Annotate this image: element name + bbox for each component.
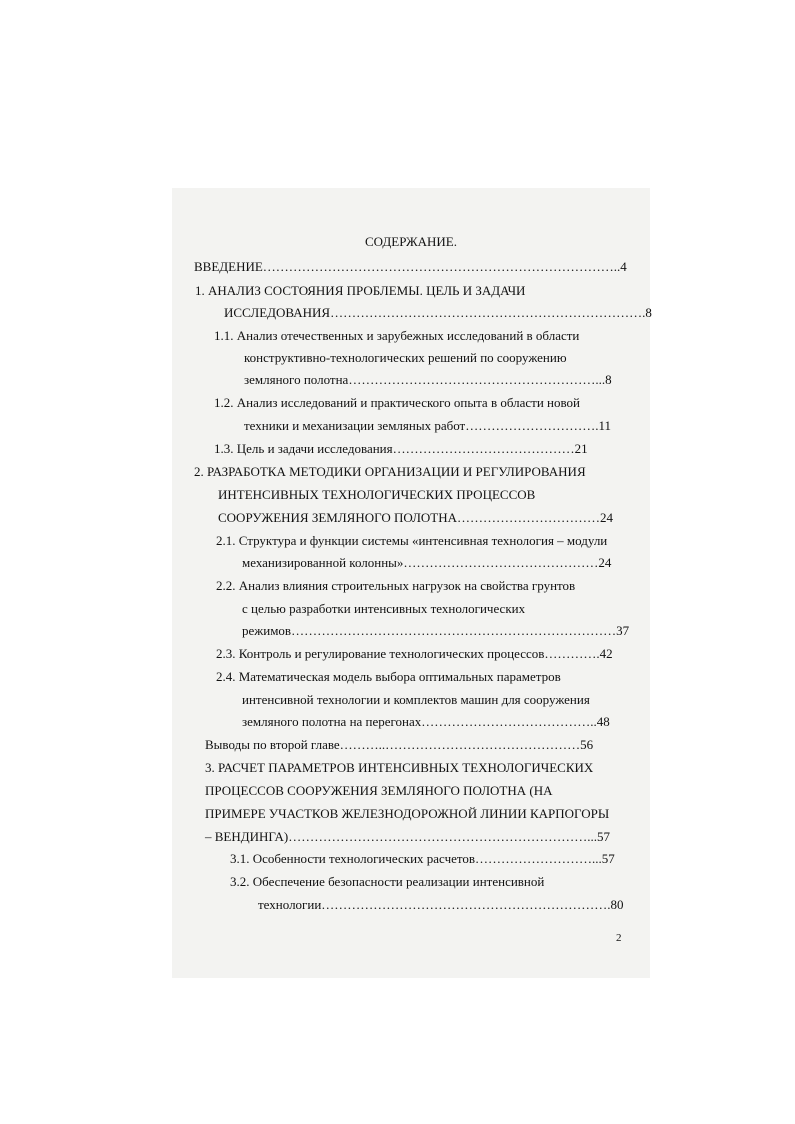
toc-line: техники и механизации земляных работ………………………….11 (244, 418, 611, 433)
page-number: 2 (616, 932, 622, 944)
toc-line: 3.2. Обеспечение безопасности реализации интенсивной (230, 874, 545, 889)
toc-line: ПРОЦЕССОВ СООРУЖЕНИЯ ЗЕМЛЯНОГО ПОЛОТНА (НА (205, 783, 553, 798)
toc-line: ПРИМЕРЕ УЧАСТКОВ ЖЕЛЕЗНОДОРОЖНОЙ ЛИНИИ КАРПОГОРЫ (205, 806, 610, 821)
toc-line: 3.1. Особенности технологических расчетов………………………...57 (230, 851, 615, 866)
toc-line: 1.3. Цель и задачи исследования……………………………………21 (214, 441, 588, 456)
toc-line: технологии………………………………………………………….80 (258, 897, 624, 912)
toc-line: ИССЛЕДОВАНИЯ……………………………………………………………….8 (224, 305, 652, 320)
toc-line: 2.3. Контроль и регулирование технологических процессов………….42 (216, 646, 613, 661)
toc-line: земляного полотна…………………………………………………...8 (244, 372, 612, 387)
toc-line: 1.2. Анализ исследований и практического опыта в области новой (214, 395, 581, 410)
toc-line: земляного полотна на перегонах…………………………………..48 (242, 714, 610, 729)
toc-line: 2. РАЗРАБОТКА МЕТОДИКИ ОРГАНИЗАЦИИ И РЕГУЛИРОВАНИЯ (194, 464, 586, 479)
toc-line: 3. РАСЧЕТ ПАРАМЕТРОВ ИНТЕНСИВНЫХ ТЕХНОЛОГИЧЕСКИХ (205, 760, 594, 775)
toc-line: 2.1. Структура и функции системы «интенсивная технология – модули (216, 533, 608, 548)
toc-line: конструктивно-технологических решений по сооружению (244, 350, 567, 365)
toc-line: с целью разработки интенсивных технологических (242, 601, 526, 616)
toc-line: 1.1. Анализ отечественных и зарубежных исследований в области (214, 328, 580, 343)
toc-line: 2.2. Анализ влияния строительных нагрузок на свойства грунтов (216, 578, 576, 593)
toc-line: – ВЕНДИНГА)……………………………………………………………...57 (205, 829, 610, 844)
toc-line: режимов…………………………………………………………………37 (242, 623, 630, 638)
toc-line: интенсивной технологии и комплектов машин для сооружения (242, 692, 590, 707)
toc-line: Выводы по второй главе………..………………………………………56 (205, 737, 594, 752)
toc-line: 1. АНАЛИЗ СОСТОЯНИЯ ПРОБЛЕМЫ. ЦЕЛЬ И ЗАДАЧИ (195, 283, 526, 298)
page-title: СОДЕРЖАНИЕ. (365, 234, 457, 249)
toc-line: ВВЕДЕНИЕ………………………………………………………………………..4 (194, 259, 627, 274)
toc-line: 2.4. Математическая модель выбора оптимальных параметров (216, 669, 561, 684)
toc-line: СООРУЖЕНИЯ ЗЕМЛЯНОГО ПОЛОТНА……………………………24 (218, 510, 614, 525)
toc-line: ИНТЕНСИВНЫХ ТЕХНОЛОГИЧЕСКИХ ПРОЦЕССОВ (218, 487, 536, 502)
toc-line: механизированной колонны»………………………………………24 (242, 555, 612, 570)
